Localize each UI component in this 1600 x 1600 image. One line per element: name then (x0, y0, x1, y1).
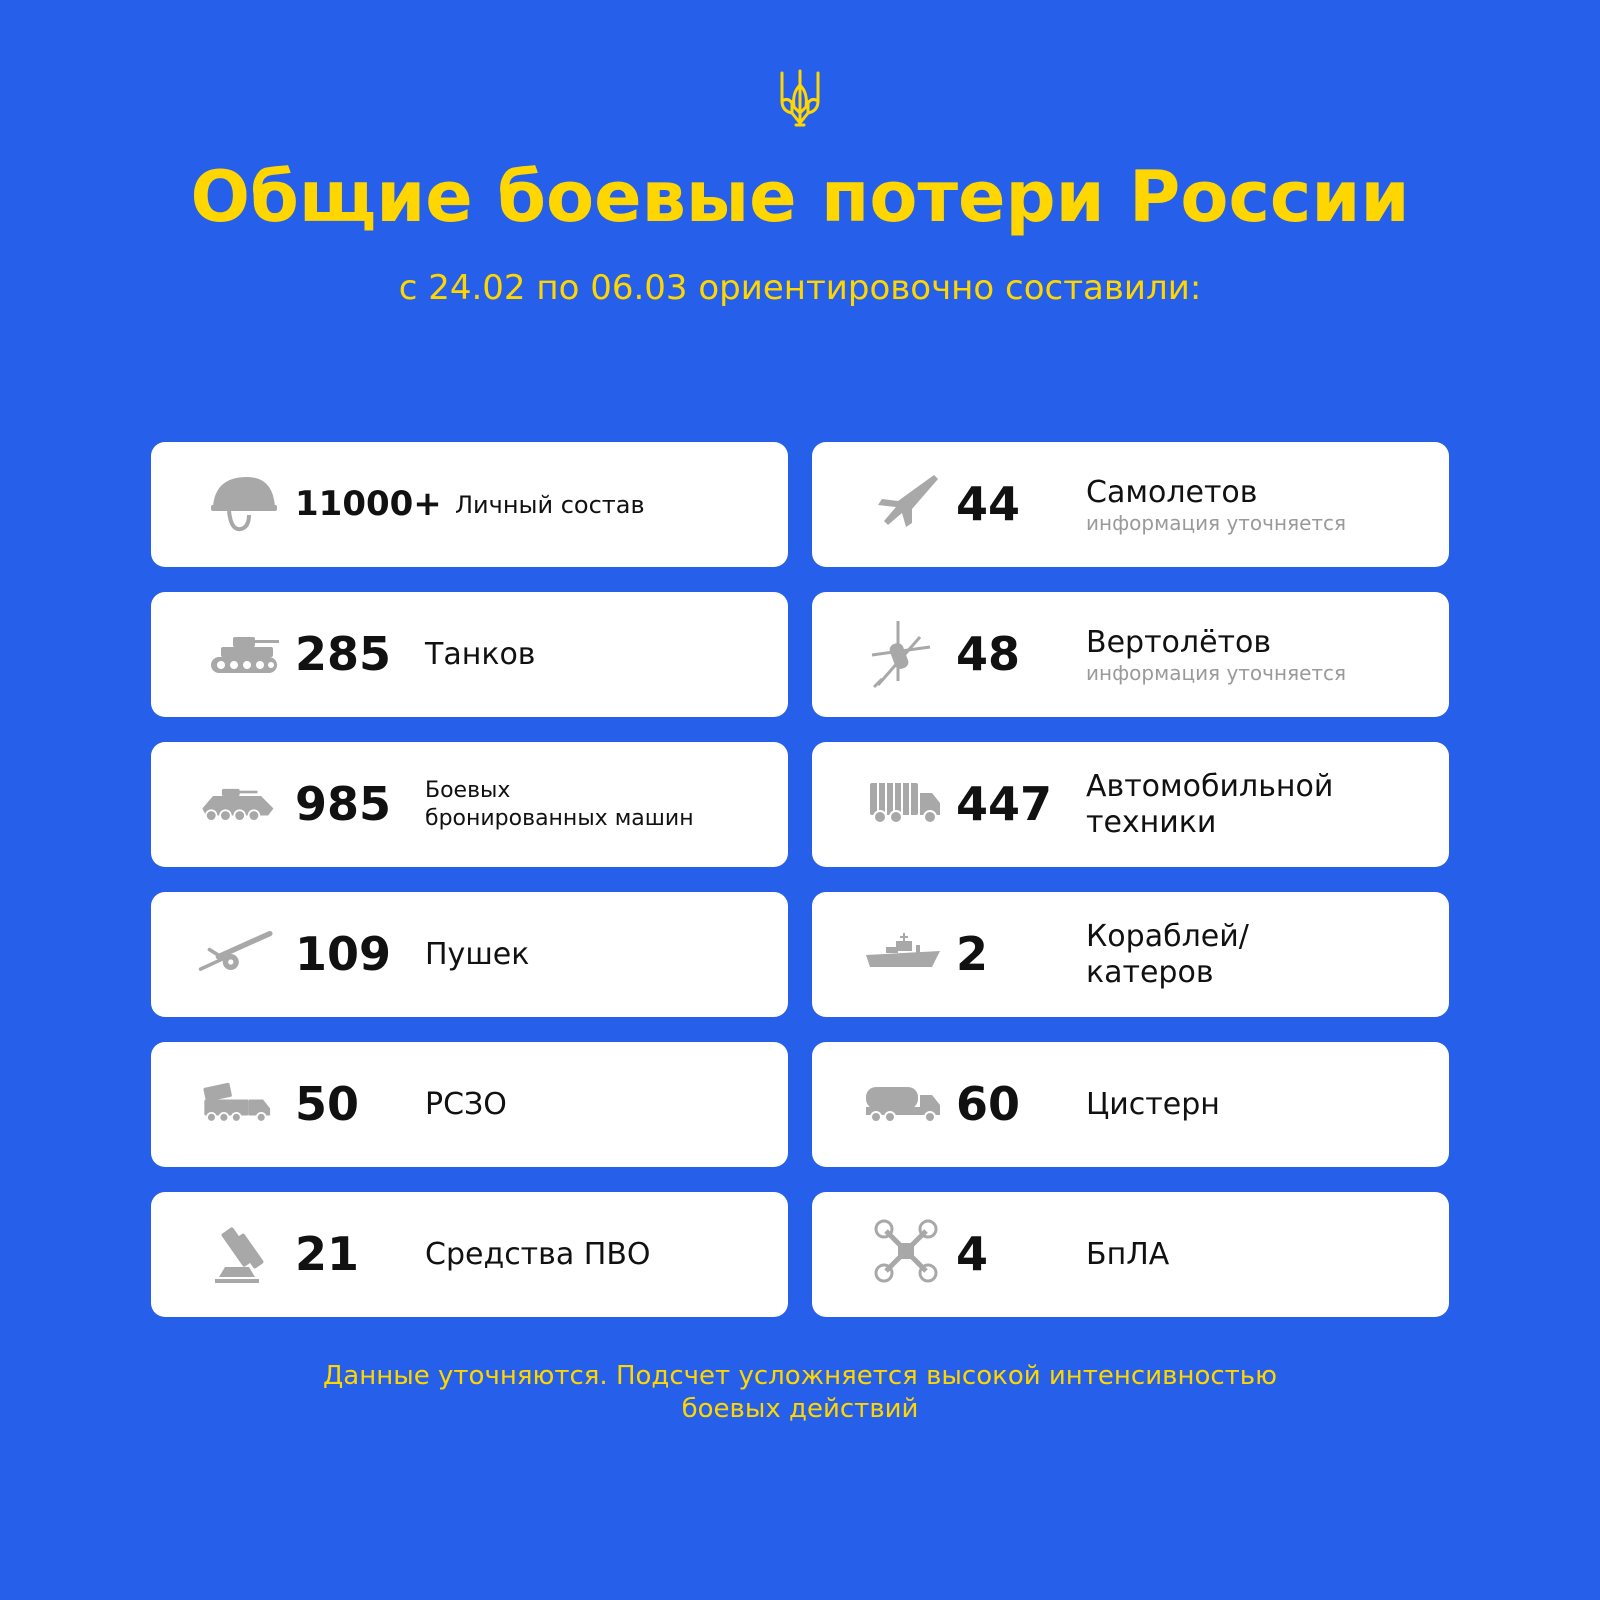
tank-icon (207, 619, 287, 689)
card-tankers (812, 1042, 1449, 1167)
card-personnel (151, 442, 788, 567)
value-mlrs: 50 (295, 1077, 360, 1131)
helmet-icon (207, 469, 287, 539)
value-tanks: 285 (295, 627, 392, 681)
note-aircraft: информация уточняется (1086, 510, 1347, 535)
helicopter-icon (868, 619, 948, 689)
label-personnel: Личный состав (455, 490, 645, 519)
page-title: Общие боевые потери России (190, 156, 1410, 238)
trident-emblem-icon (778, 67, 822, 131)
value-tankers: 60 (956, 1077, 1021, 1131)
card-armored-vehicles (151, 742, 788, 867)
page-subtitle: с 24.02 по 06.03 ориентировочно составили: (398, 268, 1202, 308)
label-helicopters: Вертолётов (1086, 624, 1272, 660)
card-mlrs (151, 1042, 788, 1167)
artillery-icon (197, 919, 277, 989)
card-air-defense (151, 1192, 788, 1317)
tanker-truck-icon (864, 1069, 944, 1139)
card-tanks (151, 592, 788, 717)
card-vehicles (812, 742, 1449, 867)
label-vehicles-line1: Автомобильной (1086, 768, 1334, 804)
card-aircraft (812, 442, 1449, 567)
value-ships: 2 (956, 927, 989, 981)
value-helicopters: 48 (956, 627, 1021, 681)
jet-icon (868, 469, 948, 539)
value-armored-vehicles: 985 (295, 777, 392, 831)
label-mlrs: РСЗО (425, 1086, 507, 1122)
armored-vehicle-icon (197, 769, 277, 839)
card-drones (812, 1192, 1449, 1317)
value-personnel: 11000+ (295, 484, 442, 524)
truck-icon (868, 769, 948, 839)
value-vehicles: 447 (956, 777, 1053, 831)
value-drones: 4 (956, 1227, 989, 1281)
label-armored-vehicles-line2: бронированных машин (425, 805, 694, 831)
air-defense-icon (207, 1219, 287, 1289)
footer-note-line1: Данные уточняются. Подсчет усложняется высокой интенсивностью (322, 1361, 1277, 1391)
value-air-defense: 21 (295, 1227, 360, 1281)
label-ships-line2: катеров (1086, 954, 1214, 990)
drone-icon (872, 1219, 952, 1289)
label-drones: БпЛА (1086, 1236, 1170, 1272)
label-tanks: Танков (425, 636, 536, 672)
value-aircraft: 44 (956, 477, 1021, 531)
card-ships (812, 892, 1449, 1017)
card-artillery (151, 892, 788, 1017)
label-aircraft: Самолетов (1086, 474, 1258, 510)
label-ships-line1: Кораблей/ (1086, 918, 1249, 954)
mlrs-icon (199, 1069, 279, 1139)
footer-note (0, 1360, 1600, 1426)
value-artillery: 109 (295, 927, 392, 981)
label-vehicles-line2: техники (1086, 804, 1217, 840)
note-helicopters: информация уточняется (1086, 660, 1347, 685)
label-armored-vehicles-line1: Боевых (425, 777, 511, 803)
label-air-defense: Средства ПВО (425, 1236, 651, 1272)
ship-icon (864, 919, 944, 989)
footer-note-line2: боевых действий (681, 1394, 919, 1424)
label-tankers: Цистерн (1086, 1086, 1220, 1122)
label-artillery: Пушек (425, 936, 530, 972)
card-helicopters (812, 592, 1449, 717)
